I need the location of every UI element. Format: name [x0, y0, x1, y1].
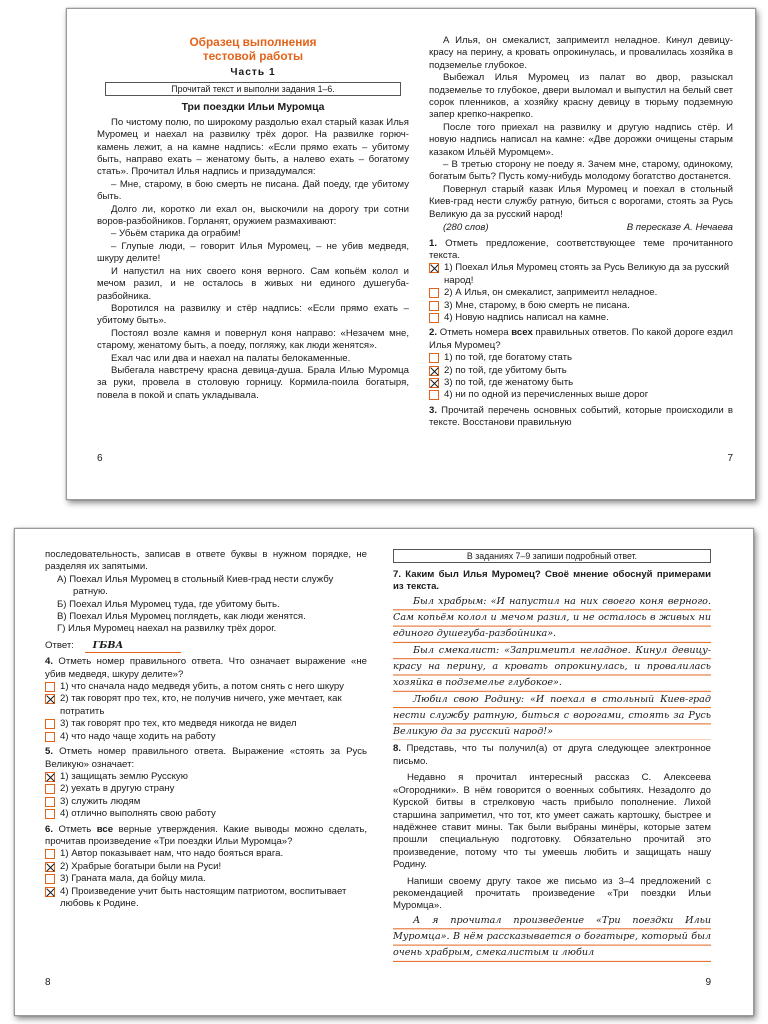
event-item: Г) Илья Муромец наехал на развилку трёх дорог. [57, 623, 277, 635]
story-paragraph: Выбегала навстречу красна девица-душа. Брала Илью Муромца за руки, провела в столовую горницу. Кормила-поила богатыря, повела в покой и спать укладывала. [97, 364, 409, 401]
checkbox[interactable] [45, 772, 55, 782]
answer-option: 1) по той, где богатому стать [429, 352, 733, 364]
answer-option: 4) что надо чаще ходить на работу [45, 731, 367, 743]
question-6: 6. Отметь все верные утверждения. Какие выводы можно сделать, прочитав произведение «Три поездки Ильи Муромца»? [45, 823, 367, 847]
answer-option: 2) А Илья, он смекалист, запримеитл неладное. [429, 287, 733, 299]
story-paragraph: Постоял возле камня и повернул коня направо: «Незачем мне, старому, женатому быть, а поеду, погляжу, как люди женятся». [97, 327, 409, 352]
task-instruction-box: В заданиях 7–9 запиши подробный ответ. [393, 549, 711, 563]
checkbox[interactable] [45, 874, 55, 884]
answer-option: 3) так говорят про тех, кто медведя никогда не видел [45, 718, 367, 730]
answer-option: 1) Автор показывает нам, что надо бояться врага. [45, 848, 367, 860]
checkbox[interactable] [45, 809, 55, 819]
page-number: 6 [97, 452, 103, 464]
task-instruction-box: Прочитай текст и выполни задания 1–6. [105, 82, 401, 96]
page-6 [97, 35, 409, 499]
question-1: 1. Отметь предложение, соответствующее теме прочитанного текста. [429, 237, 733, 261]
part-heading: Часть 1 [230, 67, 276, 78]
story-paragraph: После того приехал на развилку и другую надпись стёр. И новую надпись написал на камне: «Две дорожки очищены старым казаком Ильёй Муромцем». [429, 121, 733, 158]
answer-option: 1) Поехал Илья Муромец стоять за Русь Великую да за русский народ! [429, 262, 733, 287]
story-paragraph: – Убьём старика да ограбим! [111, 228, 241, 240]
answer-label: Ответ: [45, 639, 74, 651]
answer-option: 1) что сначала надо медведя убить, а потом снять с него шкуру [45, 681, 367, 693]
checkbox[interactable] [45, 732, 55, 742]
answer-paragraph: Любил свою Родину: «И поехал в стольный Киев-град нести службу ратную, биться с ворогами, стоять за Русь Великую да за русский народ!» [393, 693, 711, 738]
checkbox[interactable] [45, 849, 55, 859]
email-letter: Недавно я прочитал интересный рассказ С. Алексеева «Огородники». В нём говорится о военных событиях. Незадолго до Курской битвы в стрелковую часть прибыло пополнение. Лихой старшина заприметил, что тот, кто умеет сажать картошку, быстрее и надёжнее ставит мины. Так были выбраны минёры, которые затем прошли специальную подготовку. Обязательно прочитай это произведение, потому что ты умеешь любить и защищать нашу Родину. [393, 772, 711, 871]
story-paragraph: – В третью сторону не поеду я. Зачем мне, старому, одинокому, богатым быть? Пусть кому-нибудь молодому богатство достанется. [429, 159, 733, 183]
checkbox[interactable] [45, 694, 55, 704]
answer-option: 1) защищать землю Русскую [45, 771, 367, 783]
bottom-page-spread [14, 528, 754, 1016]
checkbox[interactable] [429, 263, 439, 273]
handwritten-answer-7[interactable] [393, 594, 711, 741]
word-count: (280 слов) [443, 222, 489, 234]
checkbox[interactable] [45, 682, 55, 692]
retelling-credit: В пересказе А. Нечаева [626, 222, 733, 234]
answer-option: 3) по той, где женатому быть [429, 377, 733, 389]
answer-option: 2) уехать в другую страну [45, 783, 367, 795]
answer-option: 4) ни по одной из перечисленных выше дорог [429, 389, 733, 401]
story-paragraph: Долго ли, коротко ли ехал он, выскочили на дорогу три сотни воров-разбойников. Горланят, оружием размахивают: [97, 203, 409, 228]
page-7 [429, 35, 733, 499]
answer-option: 2) Храбрые богатыри были на Руси! [45, 861, 367, 873]
story-paragraph: Воротился на развилку и стёр надпись: «Если прямо ехать – убитому быть». [97, 302, 409, 327]
top-page-spread [66, 8, 756, 500]
page-number: 8 [45, 976, 51, 988]
checkbox[interactable] [429, 390, 439, 400]
story-paragraph: А Илья, он смекалист, запримеитл неладное. Кинул девицу-красу на перину, а кровать опрокинулась, и провалилась хозяйка в подземелье глубокое. [429, 35, 733, 71]
story-paragraph: Ехал час или два и наехал на палаты белокаменные. [111, 352, 351, 364]
event-item: Б) Поехал Илья Муромец туда, где убитому быть. [57, 598, 280, 610]
story-title: Три поездки Ильи Муромца [181, 102, 325, 114]
checkbox[interactable] [429, 313, 439, 323]
story-paragraph: И напустил на них своего коня верного. Сам копьём колол и мечом разил, и не осталось в живых ни единого душегуба-разбойника. [97, 265, 409, 302]
sample-title: Образец выполнения тестовой работы [189, 35, 317, 63]
checkbox[interactable] [45, 887, 55, 897]
checkbox[interactable] [45, 719, 55, 729]
answer-option: 4) Произведение учит быть настоящим патриотом, воспитывает любовь к Родине. [45, 886, 367, 911]
answer-paragraph: Был храбрым: «И напустил на них своего коня верного. Сам копьём колол и мечом разил, и не осталось в живых ни единого душегуба-разбойника». [393, 595, 711, 640]
page-9 [393, 549, 711, 1015]
answer-line [45, 640, 367, 653]
checkbox[interactable] [429, 288, 439, 298]
story-paragraph: – Глупые люди, – говорит Илья Муромец, – не убив медведя, шкуру делите! [97, 240, 409, 265]
question-8: 8. Представь, что ты получил(а) от друга следующее электронное письмо. [393, 743, 711, 767]
story-paragraph: Выбежал Илья Муромец из палат во двор, разыскал подземелье то глубокое, двери выломал и выпустил на белый свет сорок пленников, а хозяйку красну девицу в тюрьму подземную запер крепко-накрепко. [429, 72, 733, 121]
answer-option: 2) так говорят про тех, кто, не получив ничего, уже мечтает, как потратить [45, 693, 367, 718]
event-item: В) Поехал Илья Муромец поглядеть, как люди женятся. [57, 611, 306, 623]
answer-option: 3) Мне, старому, в бою смерть не писана. [429, 300, 733, 312]
checkbox[interactable] [45, 784, 55, 794]
handwritten-answer-8[interactable] [393, 913, 711, 962]
checkbox[interactable] [429, 378, 439, 388]
checkbox[interactable] [45, 797, 55, 807]
answer-paragraph: Был смекалист: «Запримеитл неладное. Кинул девицу-красу на перину, а кровать опрокинулась, и провалилась хозяйка в подземелье глубокое». [393, 644, 711, 689]
answer-option: 2) по той, где убитому быть [429, 365, 733, 377]
question-3: 3. Прочитай перечень основных событий, которые происходили в тексте. Восстанови правильную [429, 404, 733, 429]
story-paragraph: – Мне, старому, в бою смерть не писана. Дай поеду, где убитому быть. [97, 178, 409, 203]
page-8 [45, 549, 367, 1015]
story-paragraph: Повернул старый казак Илья Муромец и поехал в стольный Киев-град нести службу ратную, биться с ворогами, стоять за Русь Великую да за русский народ! [429, 183, 733, 220]
story-paragraph: По чистому полю, по широкому раздолью ехал старый казак Илья Муромец и наехал на развилку трёх дорог. На развилке горюч-камень лежит, а на камне надпись: «Если прямо ехать – убитому быть, направо ехать – женатому быть, а налево ехать – богатому стать». Прочитал Илья надпись и призадумался: [97, 116, 409, 178]
source-line [429, 222, 733, 234]
writing-task: Напиши своему другу такое же письмо из 3–4 предложений с рекомендацией прочитать произведение «Три поездки Ильи Муромца». [393, 875, 711, 912]
checkbox[interactable] [429, 353, 439, 363]
answer-option: 3) служить людям [45, 796, 367, 808]
page-number: 9 [705, 976, 711, 988]
checkbox[interactable] [429, 301, 439, 311]
checkbox[interactable] [429, 366, 439, 376]
question-3-continued: последовательность, записав в ответе буквы в нужном порядке, не разделяя их запятыми. [45, 549, 367, 573]
answer-field[interactable]: ГБВА [85, 640, 181, 653]
answer-option: 4) отлично выполнять свою работу [45, 808, 367, 820]
page-number: 7 [727, 452, 733, 464]
event-sequence [45, 574, 367, 636]
answer-option: 4) Новую надпись написал на камне. [429, 312, 733, 324]
question-5: 5. Отметь номер правильного ответа. Выражение «стоять за Русь Великую» означает: [45, 746, 368, 770]
question-7: 7. Каким был Илья Муромец? Своё мнение обоснуй примерами из текста. [393, 569, 711, 593]
question-2: 2. Отметь номера всех правильных ответов. По какой дороге ездил Илья Муромец? [429, 327, 733, 351]
answer-paragraph: А я прочитал произведение «Три поездки Ильи Муромца». В нём рассказывается о богатыре, который был очень храбрым, смекалистым и любил [393, 914, 711, 959]
event-item: А) Поехал Илья Муромец в стольный Киев-град нести службу ратную. [57, 573, 334, 598]
question-4: 4. Отметь номер правильного ответа. Что означает выражение «не убив медведя, шкуру делите»? [45, 656, 367, 680]
checkbox[interactable] [45, 862, 55, 872]
answer-option: 3) Граната мала, да бойцу мила. [45, 873, 367, 885]
